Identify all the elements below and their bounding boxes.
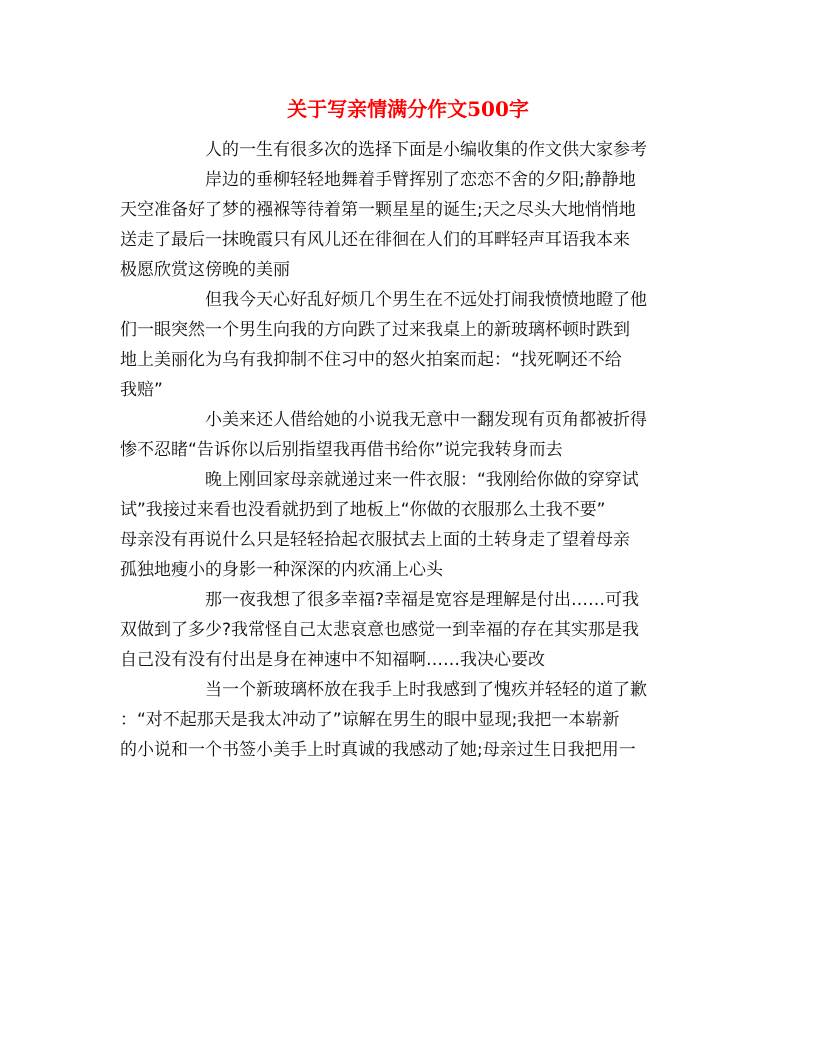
paragraph-line: 地上美丽化为乌有我抑制不住习中的怒火拍案而起：“找死啊还不给: [120, 350, 622, 370]
paragraph-line: 天空准备好了梦的襁褓等待着第一颗星星的诞生;天之尽头大地悄悄地: [120, 200, 636, 220]
document-body: [120, 135, 696, 765]
paragraph-first-line: 那一夜我想了很多幸福?幸福是宽容是理解是付出……可我: [205, 590, 640, 610]
paragraph-line: 试”我接过来看也没看就扔到了地板上“你做的衣服那么土我不要”: [120, 500, 606, 520]
paragraph-line: 孤独地瘦小的身影一种深深的内疚涌上心头: [120, 560, 443, 580]
paragraph-line: 的小说和一个书签小美手上时真诚的我感动了她;母亲过生日我把用一: [120, 740, 636, 760]
paragraph-first-line: 但我今天心好乱好烦几个男生在不远处打闹我愤愤地瞪了他: [205, 290, 647, 310]
paragraph-line: ：“对不起那天是我太冲动了”谅解在男生的眼中显现;我把一本崭新: [120, 710, 620, 730]
paragraph-line: 自己没有没有付出是身在神速中不知福啊……我决心要改: [120, 650, 545, 670]
paragraph-first-line: 小美来还人借给她的小说我无意中一翻发现有页角都被折得: [205, 410, 647, 430]
paragraph-line: 我赔”: [120, 380, 163, 400]
paragraph-line: 极愿欣赏这傍晚的美丽: [120, 260, 290, 280]
paragraph-first-line: 晚上刚回家母亲就递过来一件衣服：“我刚给你做的穿穿试: [205, 470, 639, 490]
paragraph-first-line: 岸边的垂柳轻轻地舞着手臂挥别了恋恋不舍的夕阳;静静地: [205, 170, 636, 190]
paragraph-line: 们一眼突然一个男生向我的方向跌了过来我桌上的新玻璃杯顿时跌到: [120, 320, 630, 340]
paragraph-first-line: 人的一生有很多次的选择下面是小编收集的作文供大家参考: [205, 140, 647, 160]
paragraph-line: 送走了最后一抹晚霞只有风儿还在徘徊在人们的耳畔轻声耳语我本来: [120, 230, 630, 250]
paragraph-line: 母亲没有再说什么只是轻轻拾起衣服拭去上面的土转身走了望着母亲: [120, 530, 630, 550]
document-title: 关于写亲情满分作文500字: [287, 97, 529, 121]
paragraph-line: 双做到了多少?我常怪自己太悲哀意也感觉一到幸福的存在其实那是我: [120, 620, 640, 640]
paragraph-first-line: 当一个新玻璃杯放在我手上时我感到了愧疚并轻轻的道了歉: [205, 680, 647, 700]
paragraph-line: 惨不忍睹“告诉你以后别指望我再借书给你”说完我转身而去: [120, 440, 563, 460]
